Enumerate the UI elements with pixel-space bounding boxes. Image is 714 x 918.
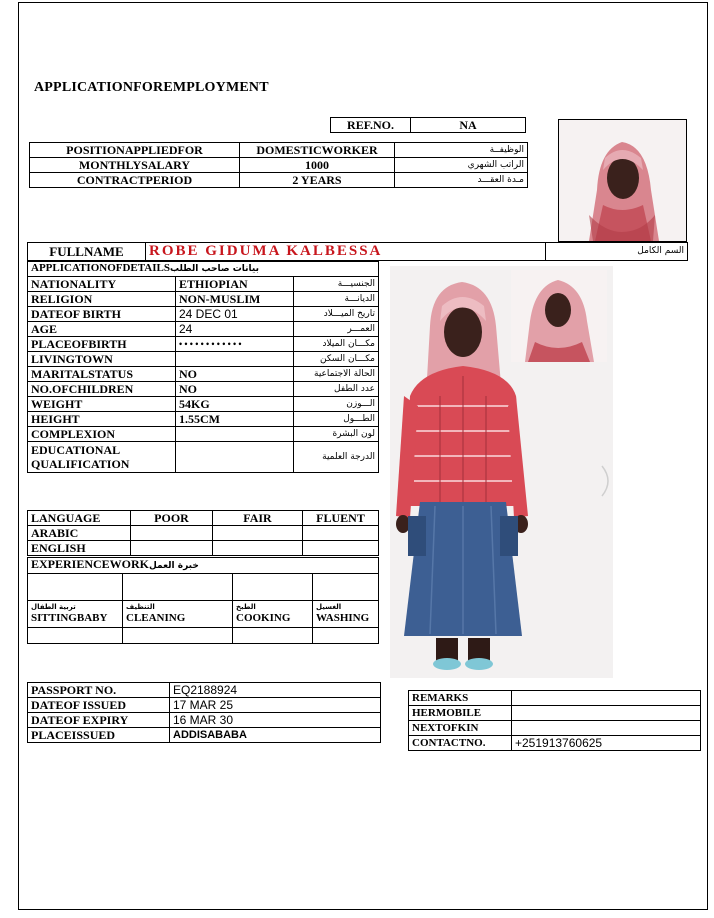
detail-row [28,292,379,307]
detail-value [176,427,294,442]
blank-cell [123,574,233,601]
passport-table [27,682,381,743]
details-header-label: APPLICATIONOFDETAILS [31,262,170,274]
detail-value: 54KG [176,397,294,412]
detail-row [28,307,379,322]
detail-row [28,412,379,427]
skill-label: CLEANING [126,612,186,624]
detail-value [176,352,294,367]
salary-row [30,158,528,173]
skill-arabic: الغسيل [316,603,342,611]
position-row [30,143,528,158]
fluent-header: FLUENT [303,511,379,526]
passport-row [28,728,381,743]
blank-cell [313,574,379,601]
passport-photo [558,119,687,242]
skill-cooking [233,601,313,628]
experience-header [28,558,379,574]
detail-value: NO [176,382,294,397]
details-header-row [28,262,379,277]
detail-value: 1.55CM [176,412,294,427]
detail-arabic: العمـــر [294,322,379,337]
passport-row [28,713,381,728]
detail-row [28,382,379,397]
detail-value: NO [176,367,294,382]
fluent-cell [303,541,379,556]
passport-value: 17 MAR 25 [170,698,381,713]
passport-label: PASSPORT NO. [28,683,170,698]
contract-arabic: مـدة العقـــد [395,173,528,188]
passport-label: PLACEISSUED [28,728,170,743]
detail-value: ETHIOPIAN [176,277,294,292]
contact-label: NEXTOFKIN [409,721,512,736]
detail-label: EDUCATIONAL QUALIFICATION [28,442,176,473]
detail-label: NATIONALITY [28,277,176,292]
contact-value [512,706,701,721]
fair-cell [213,526,303,541]
details-header [28,262,379,277]
detail-arabic: عدد الطفل [294,382,379,397]
contract-label: CONTRACTPERIOD [30,173,240,188]
detail-value: • • • • • • • • • • • • [176,337,294,352]
position-label: POSITIONAPPLIEDFOR [30,143,240,158]
skill-sitting-baby [28,601,123,628]
ref-value: NA [411,118,526,133]
experience-table [27,557,379,644]
contact-row [409,706,701,721]
contact-value [512,721,701,736]
skill-label: SITTINGBABY [31,612,108,624]
contact-value [512,691,701,706]
contract-value: 2 YEARS [240,173,395,188]
detail-value [176,442,294,473]
passport-row [28,683,381,698]
fullname-arabic: السم الكامل [546,243,688,261]
detail-arabic: الطـــول [294,412,379,427]
detail-label: HEIGHT [28,412,176,427]
detail-row [28,427,379,442]
detail-arabic: الحالة الاجتماعية [294,367,379,382]
fullname-table [27,242,688,261]
detail-arabic: لون البشرة [294,427,379,442]
contact-row [409,691,701,706]
detail-arabic: الديانـــة [294,292,379,307]
skills-row [28,601,379,628]
poor-cell [131,541,213,556]
passport-row [28,698,381,713]
position-value: DOMESTICWORKER [240,143,395,158]
detail-row [28,442,379,473]
contact-row [409,721,701,736]
ref-table [330,117,526,133]
poor-cell [131,526,213,541]
position-table [29,142,528,188]
fullname-value: ROBE GIDUMA KALBESSA [146,243,546,261]
skill-arabic: الطبخ [236,603,256,611]
skill-cleaning [123,601,233,628]
blank-cell [123,628,233,644]
detail-arabic: الدرجة العلمية [294,442,379,473]
passport-value: ADDISABABA [170,728,381,743]
contact-table [408,690,701,751]
fair-cell [213,541,303,556]
detail-row [28,367,379,382]
language-name: ARABIC [28,526,131,541]
detail-value: 24 DEC 01 [176,307,294,322]
salary-value: 1000 [240,158,395,173]
skills-value-row [28,628,379,644]
position-arabic: الوظيفــة [395,143,528,158]
detail-label: COMPLEXION [28,427,176,442]
experience-header-arabic: خبرة العمل [149,561,199,571]
skill-label: WASHING [316,612,370,624]
blank-cell [28,628,123,644]
detail-label: AGE [28,322,176,337]
passport-label: DATEOF EXPIRY [28,713,170,728]
contact-label: CONTACTNO. [409,736,512,751]
detail-row [28,337,379,352]
detail-label: DATEOF BIRTH [28,307,176,322]
detail-arabic: الجنسيـــة [294,277,379,292]
detail-label: WEIGHT [28,397,176,412]
detail-row [28,352,379,367]
blank-cell [28,574,123,601]
details-header-arabic: بيانات صاحب الطلب [169,264,259,274]
experience-blank-row [28,574,379,601]
salary-label: MONTHLYSALARY [30,158,240,173]
skill-label: COOKING [236,612,291,624]
detail-label: MARITALSTATUS [28,367,176,382]
salary-arabic: الراتب الشهري [395,158,528,173]
detail-label: PLACEOFBIRTH [28,337,176,352]
blank-cell [233,628,313,644]
skill-arabic: التنظيف [126,603,155,611]
detail-row [28,397,379,412]
contact-row [409,736,701,751]
detail-label: RELIGION [28,292,176,307]
detail-label: LIVINGTOWN [28,352,176,367]
full-body-photo [390,266,613,678]
detail-arabic: الـــوزن [294,397,379,412]
skill-arabic: تربية الطفال [31,603,76,611]
detail-arabic: مكـــان الميلاد [294,337,379,352]
detail-label: NO.OFCHILDREN [28,382,176,397]
language-name: ENGLISH [28,541,131,556]
blank-cell [233,574,313,601]
poor-header: POOR [131,511,213,526]
language-header-row [28,511,379,526]
details-table [27,261,379,473]
skill-washing [313,601,379,628]
experience-header-label: EXPERIENCEWORK [31,557,150,571]
contact-label: REMARKS [409,691,512,706]
detail-arabic: تاريخ الميـــلاد [294,307,379,322]
language-row [28,541,379,556]
language-row [28,526,379,541]
ref-label: REF.NO. [331,118,411,133]
detail-arabic: مكـــان السكن [294,352,379,367]
fair-header: FAIR [213,511,303,526]
contract-row [30,173,528,188]
form-title: APPLICATIONFOREMPLOYMENT [34,80,269,95]
detail-row [28,277,379,292]
detail-value: 24 [176,322,294,337]
contact-label: HERMOBILE [409,706,512,721]
experience-header-row [28,558,379,574]
passport-value: 16 MAR 30 [170,713,381,728]
passport-label: DATEOF ISSUED [28,698,170,713]
detail-row [28,322,379,337]
fullname-label: FULLNAME [28,243,146,261]
language-table [27,510,379,556]
passport-value: EQ2188924 [170,683,381,698]
fluent-cell [303,526,379,541]
language-header: LANGUAGE [28,511,131,526]
blank-cell [313,628,379,644]
detail-value: NON-MUSLIM [176,292,294,307]
contact-value: +251913760625 [512,736,701,751]
